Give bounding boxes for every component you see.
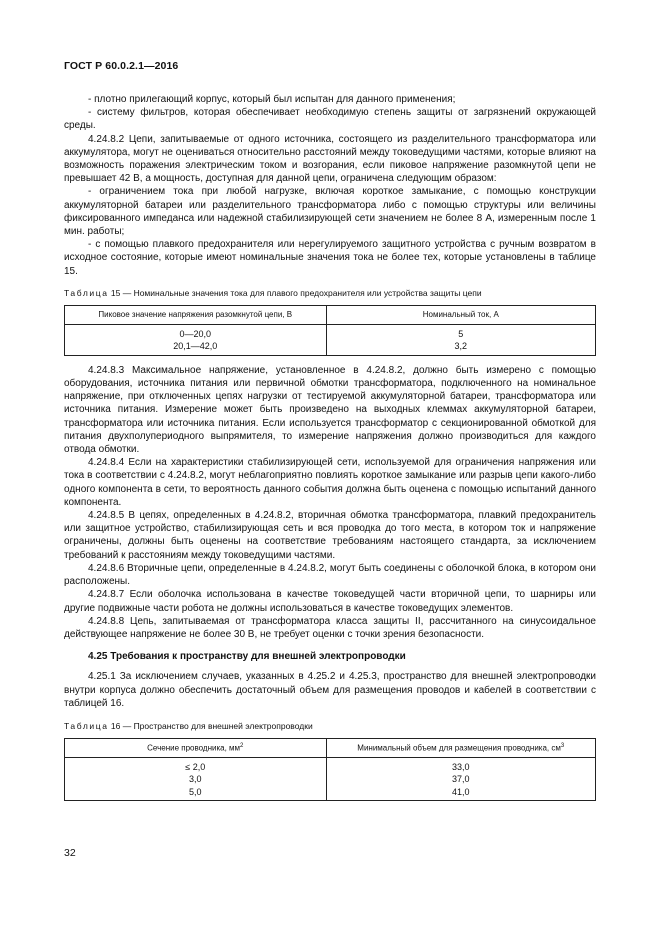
table-cell: 5 (326, 324, 596, 340)
clause-4-24-8-5: 4.24.8.5 В цепях, определенных в 4.24.8.2, вторичная обмотка трансформатора, плавкий предохранитель или защитное устройство, стабилизирующая сеть и вся проводка до того места, в котором ток и напряжение ограничены, должны быть оценены на соответствие требованиям настоящего стандарта, за исключением требований к расстояниям между токоведущими частями. (64, 510, 596, 561)
table-label-word: Таблица (64, 287, 109, 298)
table-cell: 37,0 (326, 773, 596, 786)
page-number: 32 (64, 847, 76, 859)
table-cell: 41,0 (326, 786, 596, 801)
document-body (64, 93, 596, 801)
table-cell: 3,2 (326, 340, 596, 355)
list-item: - систему фильтров, которая обеспечивает необходимую степень защиты от загрязнений окружающей среды. (64, 107, 596, 132)
table-caption-text: 15 — Номинальные значения тока для плавого предохранителя или устройства защиты цепи (108, 287, 482, 298)
section-heading: 4.25 Требования к пространству для внешней электропроводки (88, 651, 406, 663)
table-cell: 3,0 (65, 773, 327, 786)
table-header-current: Номинальный ток, А (326, 305, 596, 324)
table-16-caption (64, 721, 596, 732)
table-label-word: Таблица (64, 720, 109, 731)
list-item: - ограничением тока при любой нагрузке, включая короткое замыкание, с помощью конструкции аккумуляторной батареи или разделительного трансформатора либо с помощью структуры или величины фиксированного импеданса или надежной стабилизирующей сети значением не более 8 А, измеренным после 1 мин. работы; (64, 186, 596, 238)
table-cell: 5,0 (65, 786, 327, 801)
table-caption-text: 16 — Пространство для внешней электропроводки (108, 720, 313, 731)
table-cell: 0—20,0 (65, 324, 327, 340)
clause-4-25-1: 4.25.1 За исключением случаев, указанных в 4.25.2 и 4.25.3, пространство для внешней электропроводки внутри корпуса должно обеспечить достаточный объем для размещения проводов и кабелей в соответствии с таблицей 16. (64, 671, 596, 709)
table-cell: 20,1—42,0 (65, 340, 327, 355)
clause-4-24-8-7: 4.24.8.7 Если оболочка использована в качестве токоведущей части вторичной цепи, то шарниры или другие подвижные части робота не должны использоваться в качестве токоведущих элементов. (64, 589, 596, 614)
clause-4-24-8-4: 4.24.8.4 Если на характеристики стабилизирующей сети, используемой для ограничения напряжения или тока в соответствии с 4.24.8.2, могут неблагоприятно повлиять короткое замыкание или разрыв цепи какого-либо одного компонента в сети, то вероятность данного события должна быть оценена с помощью испытаний данного компонента. (64, 457, 596, 508)
clause-4-24-8-6: 4.24.8.6 Вторичные цепи, определенные в 4.24.8.2, могут быть соединены с оболочкой блока, в котором они расположены. (64, 562, 596, 588)
document-header: ГОСТ Р 60.0.2.1—2016 (64, 60, 179, 72)
table-header-voltage: Пиковое значение напряжения разомкнутой цепи, В (65, 305, 327, 324)
table-row (65, 786, 596, 801)
table-header-cross-section: Сечение проводника, $мм^2$ (65, 738, 327, 757)
table-row (65, 757, 596, 773)
list-item: - с помощью плавкого предохранителя или нерегулируемого защитного устройства с ручным возвратом в исходное состояние, которые имеют номинальные значения тока не более тех, которые установлены в таблице 15. (64, 239, 596, 277)
clause-4-24-8-3: 4.24.8.3 Максимальное напряжение, установленное в 4.24.8.2, должно быть измерено с помощью оборудования, источника питания или первичной обмотки трансформатора, подключенного на номинальное напряжение, при отключенных цепях нагрузки от тестируемой аккумуляторной батареи, трансформатора или источника питания. Измерение может быть произведено на выходных клеммах аккумуляторной батареи, трансформатора или источника питания. Если используется трансформатор с секционированной обмоткой для питания двухполупериодного выпрямителя, то измерение напряжения должно производиться для каждого отвода обмотки. (64, 364, 596, 456)
clause-4-24-8-8: 4.24.8.8 Цепь, запитываемая от трансформатора класса защиты II, рассчитанного на синусоидальное действующее напряжение не более 30 В, не требует оценки с точки зрения безопасности. (64, 615, 596, 640)
table-cell: ≤ 2,0 (65, 757, 327, 773)
table-16 (64, 738, 596, 802)
table-row (65, 340, 596, 355)
table-header-min-volume: Минимальный объем для размещения проводника, $см^3$ (326, 738, 596, 757)
table-row (65, 773, 596, 786)
table-15-caption (64, 288, 596, 299)
clause-4-24-8-2: 4.24.8.2 Цепи, запитываемые от одного источника, состоящего из разделительного трансформатора или аккумулятора, могут не оцениваться относительно расстояний между токоведущими частями, которые влияют на возможность поражения электрическим током и возгорания, если пиковое напряжение разомкнутой цепи не превышает 42 В, а мощность, доступная для данной цепи, ограничена следующим образом: (64, 133, 596, 185)
table-15 (64, 305, 596, 356)
table-cell: 33,0 (326, 757, 596, 773)
list-item: - плотно прилегающий корпус, который был испытан для данного применения; (88, 94, 456, 105)
table-row (65, 324, 596, 340)
